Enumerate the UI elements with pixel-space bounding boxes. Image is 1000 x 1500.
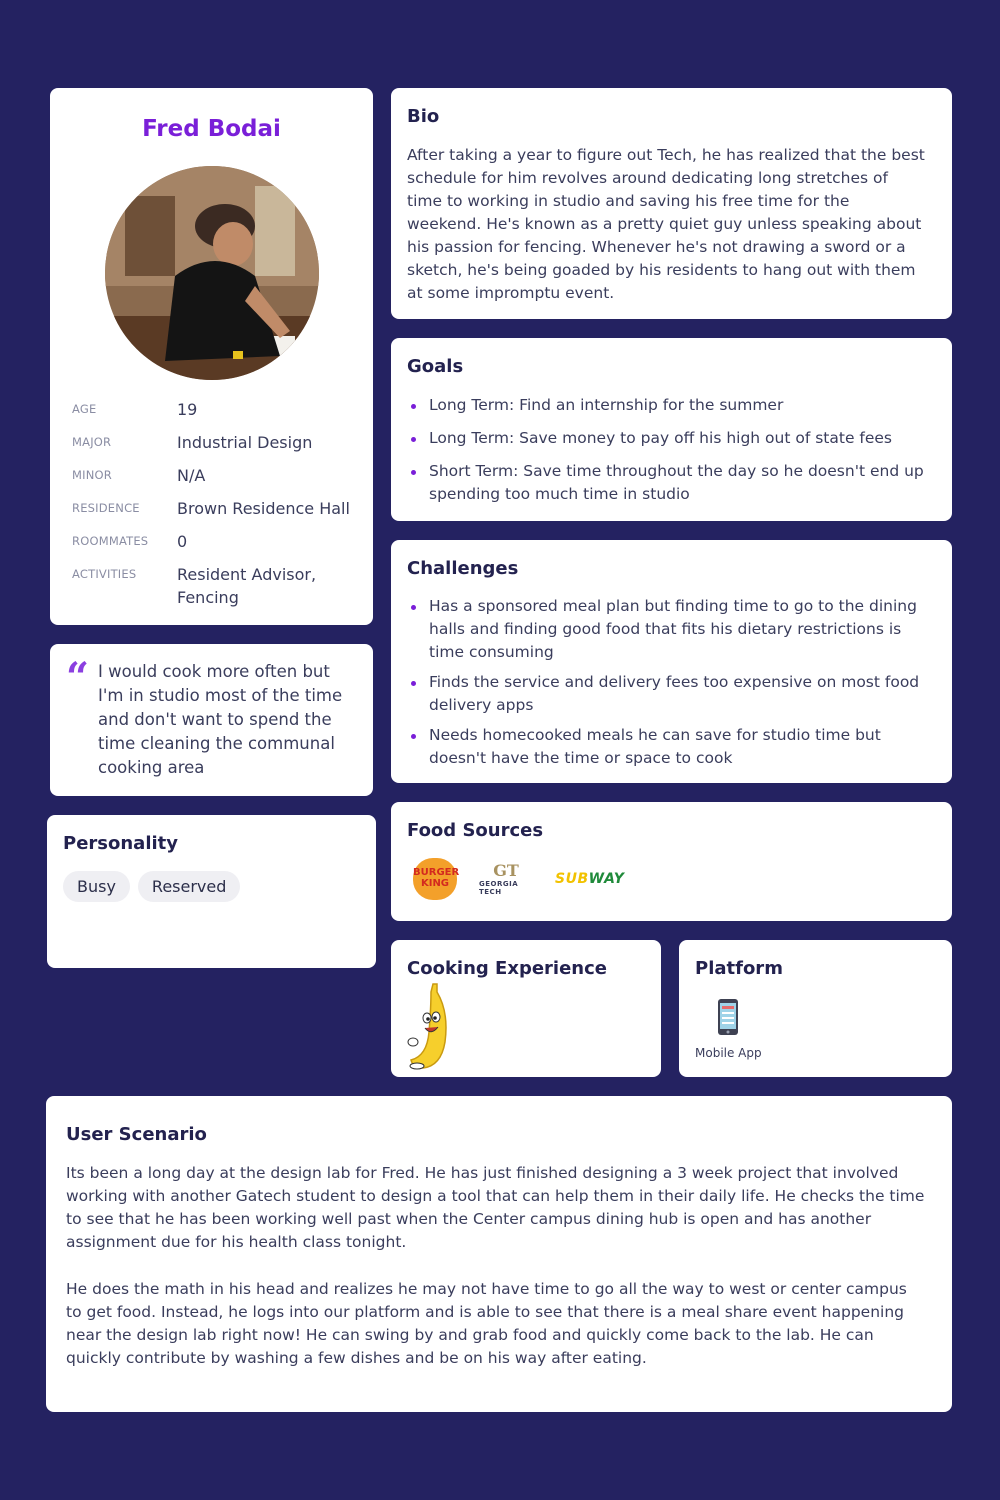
fact-value: N/A bbox=[177, 466, 206, 485]
burger-king-line1: BURGER bbox=[413, 867, 460, 878]
fact-label: MAJOR bbox=[72, 435, 112, 449]
list-item: Finds the service and delivery fees too expensive on most food delivery apps bbox=[407, 671, 932, 717]
food-logos bbox=[413, 858, 624, 900]
avatar bbox=[105, 166, 319, 380]
subway-logo bbox=[555, 871, 624, 887]
scenario-paragraph: He does the math in his head and realizes he may not have time to go all the way to west or center campus to get food. Instead, he logs into our platform and is able to see that there is a meal share event happening near the design lab right now! He can swing by and grab food and quickly come back to the lab. He can quickly contribute by washing a few dishes and be on his way after eating. bbox=[66, 1280, 907, 1367]
subway-part1: SUB bbox=[555, 871, 589, 887]
list-item: Long Term: Save money to pay off his high out of state fees bbox=[407, 427, 932, 450]
georgia-tech-logo bbox=[479, 862, 533, 896]
fact-label: AGE bbox=[72, 402, 97, 416]
fact-label: ROOMMATES bbox=[72, 534, 149, 548]
fact-roommates bbox=[72, 530, 362, 553]
georgia-tech-sub: GEORGIA TECH bbox=[479, 880, 519, 896]
user-scenario-card bbox=[46, 1096, 952, 1412]
mobile-phone-icon bbox=[717, 998, 739, 1036]
list-item: Needs homecooked meals he can save for studio time but doesn't have the time or space to cook bbox=[407, 724, 932, 770]
bio-title: Bio bbox=[407, 106, 440, 127]
burger-king-logo bbox=[413, 858, 460, 900]
profile-card bbox=[50, 88, 373, 625]
goals-title: Goals bbox=[407, 356, 464, 377]
fact-residence bbox=[72, 497, 362, 520]
fact-label: MINOR bbox=[72, 468, 112, 482]
list-item: Long Term: Find an internship for the summer bbox=[407, 394, 932, 417]
fact-major bbox=[72, 431, 362, 454]
fact-value: 0 bbox=[177, 532, 188, 551]
challenges-card bbox=[391, 540, 952, 783]
platform-title: Platform bbox=[695, 958, 783, 979]
platform-label: Mobile App bbox=[695, 1046, 762, 1060]
fact-minor bbox=[72, 464, 362, 487]
challenges-title: Challenges bbox=[407, 558, 519, 579]
scenario-paragraph: Its been a long day at the design lab for Fred. He has just finished designing a 3 week project that involved working with another Gatech student to design a tool that can help them in their daily life. He checks the time to see that he has been working well past when the Center campus dining hub is open and has another assignment due for his health class tonight. bbox=[66, 1164, 925, 1251]
personality-tag: Busy bbox=[63, 871, 130, 902]
personality-title: Personality bbox=[63, 833, 178, 854]
quote-icon: “ bbox=[66, 654, 90, 701]
fact-label: RESIDENCE bbox=[72, 501, 140, 515]
list-item: Has a sponsored meal plan but finding time to go to the dining halls and finding good food that fits his dietary restrictions is time consuming bbox=[407, 595, 932, 664]
quote-text: I would cook more often but I'm in studio most of the time and don't want to spend the time cleaning the communal cooking area bbox=[98, 662, 343, 777]
fact-value: Industrial Design bbox=[177, 433, 313, 452]
cooking-experience-title: Cooking Experience bbox=[407, 958, 607, 979]
banana-mascot-icon bbox=[405, 982, 455, 1072]
subway-part2: WAY bbox=[588, 871, 625, 887]
goals-list bbox=[407, 394, 932, 516]
bio-card bbox=[391, 88, 952, 319]
challenges-list bbox=[407, 595, 932, 777]
fact-age bbox=[72, 398, 362, 421]
persona-name: Fred Bodai bbox=[142, 116, 281, 142]
personality-card bbox=[47, 815, 376, 968]
fact-label: ACTIVITIES bbox=[72, 567, 137, 581]
goals-card bbox=[391, 338, 952, 521]
profile-facts bbox=[72, 398, 362, 619]
georgia-tech-mark: GT bbox=[493, 861, 519, 880]
fact-value: Brown Residence Hall bbox=[177, 499, 350, 518]
list-item: Short Term: Save time throughout the day so he doesn't end up spending too much time in studio bbox=[407, 460, 932, 506]
fact-value: Resident Advisor, Fencing bbox=[177, 565, 317, 607]
burger-king-line2: KING bbox=[420, 878, 450, 889]
personality-tags bbox=[63, 871, 240, 902]
fact-activities bbox=[72, 563, 362, 609]
fact-value: 19 bbox=[177, 400, 198, 419]
platform-card bbox=[679, 940, 952, 1077]
bio-text: After taking a year to figure out Tech, he has realized that the best schedule for him revolves around dedicating long stretches of time to working in studio and saving his free time for the weekend. He's known as a pretty quiet guy unless speaking about his passion for fencing. Whenever he's not drawing a sword or a sketch, he's being goaded by his residents to hang out with them at some impromptu event. bbox=[407, 146, 925, 302]
user-scenario-title: User Scenario bbox=[66, 1124, 207, 1145]
food-sources-title: Food Sources bbox=[407, 820, 544, 841]
food-sources-card bbox=[391, 802, 952, 921]
personality-tag: Reserved bbox=[138, 871, 240, 902]
cooking-experience-card bbox=[391, 940, 661, 1077]
quote-card bbox=[50, 644, 373, 796]
